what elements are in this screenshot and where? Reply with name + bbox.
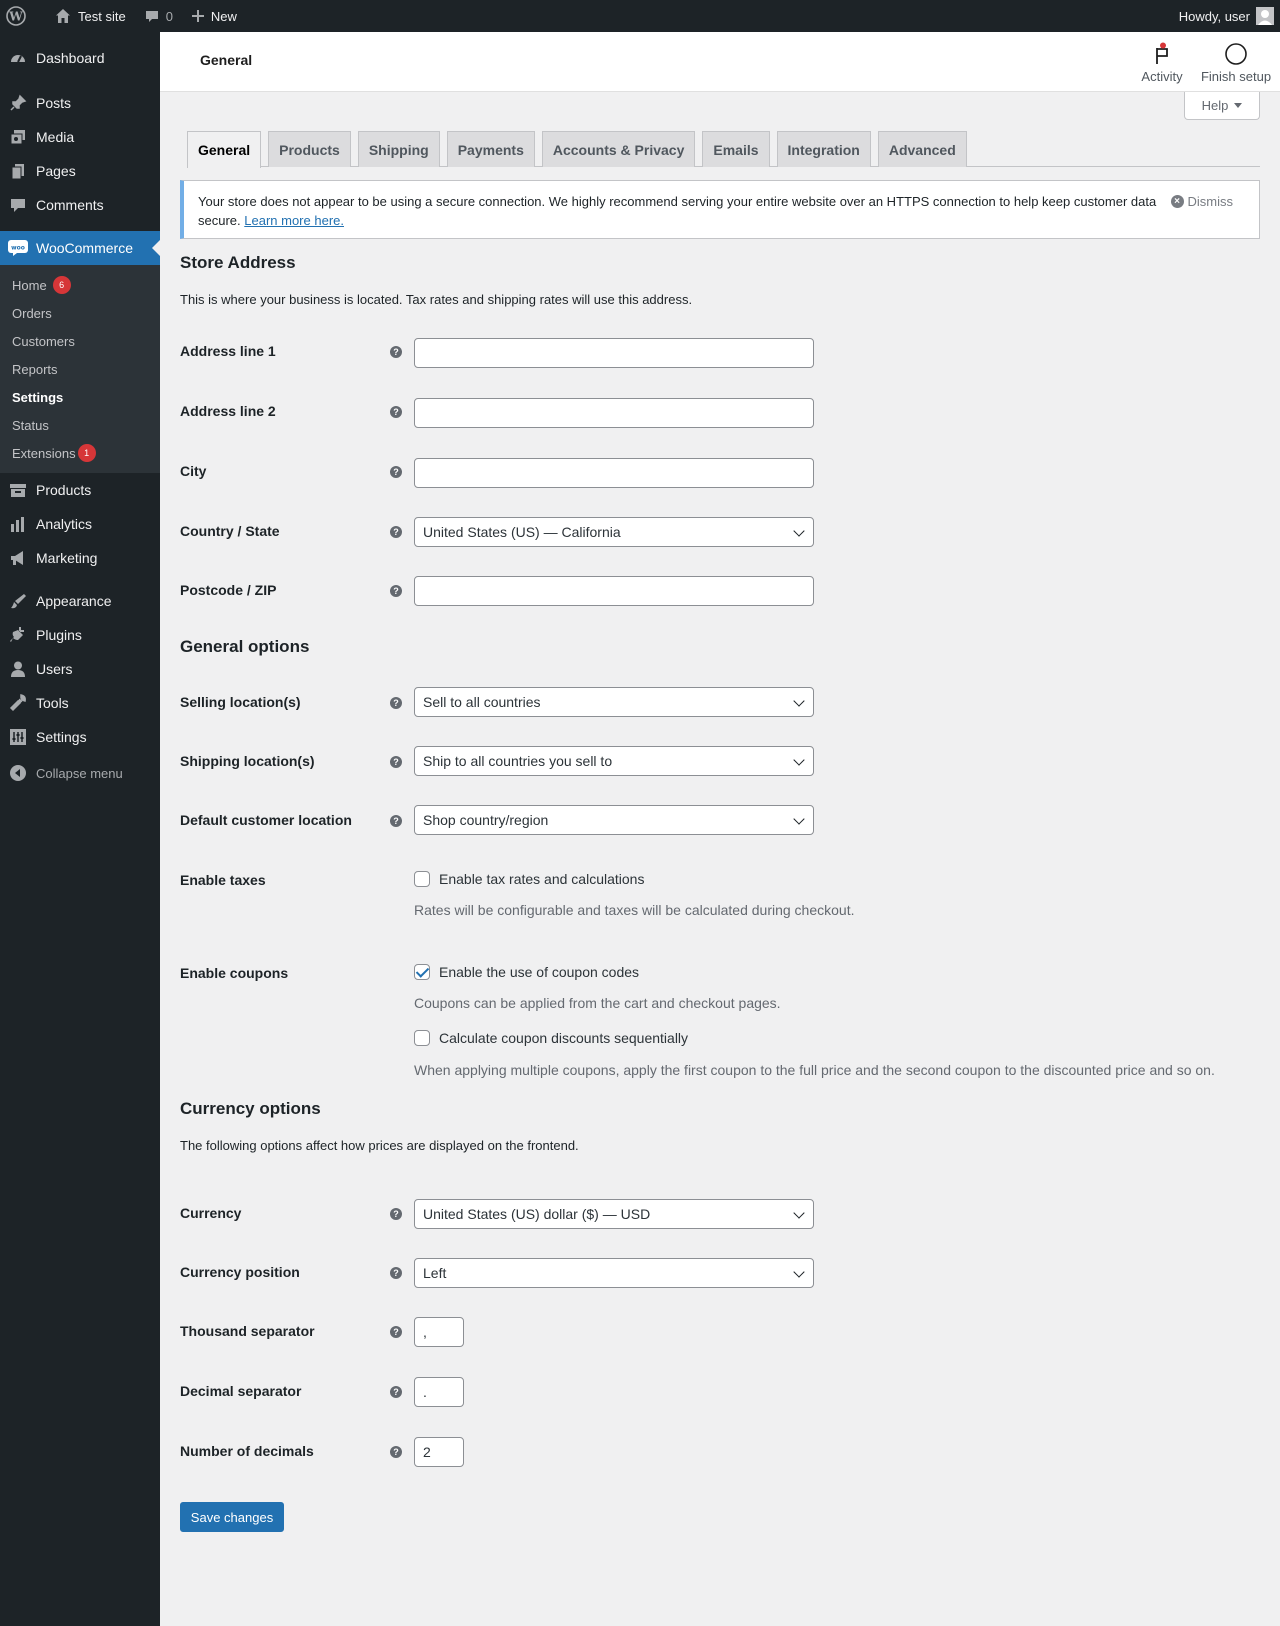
dismiss-label: Dismiss xyxy=(1187,194,1233,209)
country-state-select[interactable] xyxy=(414,517,814,547)
menu-analytics[interactable] xyxy=(0,507,160,541)
postcode-input[interactable] xyxy=(414,576,814,606)
menu-label: Appearance xyxy=(36,593,112,609)
chart-bar-icon xyxy=(8,514,28,534)
menu-label: Products xyxy=(36,482,92,498)
dashboard-icon xyxy=(8,48,28,68)
checkbox-label: Calculate coupon discounts sequentially xyxy=(439,1030,689,1046)
address-line-2-input[interactable] xyxy=(414,398,814,428)
help-tip-icon[interactable]: ? xyxy=(390,466,402,478)
notice-message xyxy=(198,192,1158,230)
selling-locations-select[interactable] xyxy=(414,687,814,717)
chevron-down-icon xyxy=(793,525,804,536)
menu-posts[interactable] xyxy=(0,86,160,120)
page-title: General xyxy=(200,52,253,68)
pages-icon xyxy=(8,161,28,181)
menu-media[interactable] xyxy=(0,120,160,154)
menu-label: WooCommerce xyxy=(36,240,133,256)
my-account-link[interactable] xyxy=(1179,7,1280,25)
plus-icon xyxy=(191,9,205,23)
menu-products[interactable] xyxy=(0,473,160,507)
submenu-customers[interactable] xyxy=(0,327,160,355)
currency-select[interactable] xyxy=(414,1199,814,1229)
admin-bar xyxy=(0,0,1280,32)
checkbox-label: Enable the use of coupon codes xyxy=(439,964,640,980)
field-label: Enable taxes xyxy=(180,872,266,888)
field-label: Currency xyxy=(180,1205,242,1221)
field-label: Number of decimals xyxy=(180,1443,314,1459)
field-label: City xyxy=(180,463,207,479)
help-tip-icon[interactable]: ? xyxy=(390,1267,402,1279)
help-tip-icon[interactable]: ? xyxy=(390,1446,402,1458)
activity-label: Activity xyxy=(1141,69,1183,84)
chevron-down-icon xyxy=(793,695,804,706)
notice-text: Your store does not appear to be using a secure connection. We highly recommend serving your entire website over an HTTPS connection to help keep customer data secure. xyxy=(198,194,1157,228)
thousand-separator-input[interactable]: , xyxy=(414,1317,464,1347)
plugin-icon xyxy=(8,625,28,645)
decimal-separator-input[interactable]: . xyxy=(414,1377,464,1407)
checkbox-label: Enable tax rates and calculations xyxy=(439,871,645,887)
settings-icon xyxy=(8,727,28,747)
selected-value: Ship to all countries you sell to xyxy=(423,753,613,769)
close-icon: × xyxy=(1171,195,1184,208)
chevron-down-icon xyxy=(793,1266,804,1277)
help-tip-icon[interactable]: ? xyxy=(390,1386,402,1398)
new-label: New xyxy=(210,8,237,24)
help-tip-icon[interactable]: ? xyxy=(390,697,402,709)
menu-settings[interactable] xyxy=(0,720,160,754)
menu-tools[interactable] xyxy=(0,686,160,720)
site-name-link[interactable] xyxy=(40,0,134,32)
help-tip-icon[interactable]: ? xyxy=(390,585,402,597)
field-description: Coupons can be applied from the cart and checkout pages. xyxy=(414,995,781,1011)
settings-tabs xyxy=(187,131,1260,167)
menu-label: Media xyxy=(36,129,75,145)
notification-badge: 1 xyxy=(78,444,96,462)
field-description: When applying multiple coupons, apply the first coupon to the full price and the second coupon to the discounted price and so on. xyxy=(414,1062,1215,1078)
help-tip-icon[interactable]: ? xyxy=(390,756,402,768)
menu-label: Settings xyxy=(36,729,87,745)
collapse-label: Collapse menu xyxy=(36,765,123,781)
submenu-label: Extensions xyxy=(12,445,76,461)
notification-badge: 6 xyxy=(53,276,71,294)
tab-payments[interactable]: Payments xyxy=(447,131,535,167)
howdy-text: Howdy, user xyxy=(1178,8,1250,24)
submenu-reports[interactable] xyxy=(0,355,160,383)
enable-taxes-option[interactable] xyxy=(414,871,644,887)
currency-options-heading: Currency options xyxy=(180,1099,321,1118)
sequential-coupons-option[interactable] xyxy=(414,1030,688,1046)
caret-down-icon xyxy=(1234,103,1242,108)
field-label: Decimal separator xyxy=(180,1383,302,1399)
help-button[interactable] xyxy=(1184,92,1260,120)
store-address-heading: Store Address xyxy=(180,253,296,272)
field-label: Address line 2 xyxy=(180,403,276,419)
chevron-down-icon xyxy=(793,813,804,824)
submenu-orders[interactable] xyxy=(0,299,160,327)
submenu-label: Customers xyxy=(12,333,75,349)
help-tip-icon[interactable]: ? xyxy=(390,346,402,358)
menu-label: Comments xyxy=(36,197,104,213)
save-changes-button[interactable]: Save changes xyxy=(180,1502,284,1532)
store-address-description: This is where your business is located. Tax rates and shipping rates will use this address. xyxy=(180,292,693,307)
tab-emails[interactable]: Emails xyxy=(702,131,769,167)
city-input[interactable] xyxy=(414,458,814,488)
enable-coupons-option[interactable] xyxy=(414,964,639,980)
avatar xyxy=(1256,7,1274,25)
media-icon xyxy=(8,127,28,147)
tab-general[interactable]: General xyxy=(187,131,261,168)
sequential-coupons-checkbox[interactable] xyxy=(414,1030,430,1046)
woocommerce-submenu xyxy=(0,265,160,473)
field-label: Shipping location(s) xyxy=(180,753,315,769)
field-label: Country / State xyxy=(180,523,280,539)
svg-text:woo: woo xyxy=(11,244,25,252)
collapse-icon xyxy=(8,763,28,783)
selected-value: Left xyxy=(423,1265,447,1281)
progress-circle-icon xyxy=(1224,42,1248,66)
help-tip-icon[interactable]: ? xyxy=(390,526,402,538)
menu-dashboard[interactable] xyxy=(0,41,160,75)
collapse-menu-button[interactable] xyxy=(0,756,160,790)
comments-count: 0 xyxy=(165,8,173,24)
tab-advanced[interactable]: Advanced xyxy=(878,131,967,167)
comment-icon xyxy=(8,195,28,215)
comments-link[interactable] xyxy=(134,0,181,32)
tab-integration[interactable]: Integration xyxy=(777,131,871,167)
address-line-1-input[interactable] xyxy=(414,338,814,368)
megaphone-icon xyxy=(8,548,28,568)
finish-setup-label: Finish setup xyxy=(1200,69,1272,84)
field-label: Thousand separator xyxy=(180,1323,315,1339)
help-label: Help xyxy=(1201,98,1229,113)
menu-label: Users xyxy=(36,661,73,677)
tab-accounts-privacy[interactable]: Accounts & Privacy xyxy=(542,131,696,167)
https-notice xyxy=(180,180,1260,239)
menu-label: Analytics xyxy=(36,516,93,532)
chevron-down-icon xyxy=(793,754,804,765)
menu-woocommerce[interactable] xyxy=(0,231,160,265)
field-label: Enable coupons xyxy=(180,965,289,981)
brush-icon xyxy=(8,591,28,611)
field-label: Currency position xyxy=(180,1264,300,1280)
home-icon xyxy=(54,7,72,25)
menu-label: Pages xyxy=(36,163,76,179)
tab-products[interactable]: Products xyxy=(268,131,351,167)
selected-value: Shop country/region xyxy=(423,812,549,828)
enable-taxes-checkbox[interactable] xyxy=(414,871,430,887)
selected-value: United States (US) dollar ($) — USD xyxy=(423,1206,651,1222)
menu-marketing[interactable] xyxy=(0,541,160,575)
menu-plugins[interactable] xyxy=(0,618,160,652)
tab-shipping[interactable]: Shipping xyxy=(358,131,440,167)
chevron-down-icon xyxy=(793,1207,804,1218)
general-options-heading: General options xyxy=(180,637,310,656)
currency-options-description: The following options affect how prices are displayed on the frontend. xyxy=(180,1138,579,1153)
number-of-decimals-input[interactable]: 2 xyxy=(414,1437,464,1467)
submenu-label: Reports xyxy=(12,361,58,377)
submenu-status[interactable] xyxy=(0,411,160,439)
wordpress-logo-icon xyxy=(6,6,26,26)
menu-label: Posts xyxy=(36,95,72,111)
currency-position-select[interactable] xyxy=(414,1258,814,1288)
field-label: Default customer location xyxy=(180,812,352,828)
dismiss-button[interactable] xyxy=(1171,192,1234,211)
help-tip-icon[interactable]: ? xyxy=(390,406,402,418)
help-tip-icon[interactable]: ? xyxy=(390,815,402,827)
user-icon xyxy=(8,659,28,679)
learn-more-link[interactable]: Learn more here. xyxy=(244,213,344,228)
default-customer-location-select[interactable] xyxy=(414,805,814,835)
enable-coupons-checkbox[interactable] xyxy=(414,964,430,980)
archive-icon xyxy=(8,480,28,500)
submenu-home[interactable] xyxy=(0,271,160,299)
pin-icon xyxy=(8,93,28,113)
submenu-settings[interactable] xyxy=(0,383,160,411)
submenu-label: Status xyxy=(12,417,49,433)
menu-label: Marketing xyxy=(36,550,98,566)
help-tip-icon[interactable]: ? xyxy=(390,1208,402,1220)
wordpress-logo-button[interactable] xyxy=(0,0,40,32)
finish-setup-button[interactable] xyxy=(1194,42,1278,84)
svg-text:W: W xyxy=(9,9,23,24)
help-tip-icon[interactable]: ? xyxy=(390,1326,402,1338)
wrench-icon xyxy=(8,693,28,713)
field-label: Selling location(s) xyxy=(180,694,301,710)
field-description: Rates will be configurable and taxes will be calculated during checkout. xyxy=(414,902,855,918)
menu-label: Tools xyxy=(36,695,69,711)
field-label: Address line 1 xyxy=(180,343,276,359)
selected-value: Sell to all countries xyxy=(423,694,541,710)
new-content-link[interactable] xyxy=(181,0,245,32)
submenu-label: Settings xyxy=(12,389,64,405)
admin-sidebar xyxy=(0,32,160,1626)
selected-value: United States (US) — California xyxy=(423,524,621,540)
shipping-locations-select[interactable] xyxy=(414,746,814,776)
site-name: Test site xyxy=(78,8,126,24)
field-label: Postcode / ZIP xyxy=(180,582,277,598)
menu-label: Plugins xyxy=(36,627,82,643)
menu-pages[interactable] xyxy=(0,154,160,188)
menu-users[interactable] xyxy=(0,652,160,686)
woo-icon xyxy=(8,238,28,258)
comment-icon xyxy=(144,8,160,24)
submenu-extensions[interactable] xyxy=(0,439,160,467)
page-header xyxy=(160,32,1280,92)
flag-icon xyxy=(1152,42,1172,66)
menu-label: Dashboard xyxy=(36,50,105,66)
menu-comments[interactable] xyxy=(0,188,160,222)
menu-appearance[interactable] xyxy=(0,584,160,618)
activity-button[interactable] xyxy=(1132,42,1192,84)
submenu-label: Orders xyxy=(12,305,52,321)
submenu-label: Home xyxy=(12,277,47,293)
